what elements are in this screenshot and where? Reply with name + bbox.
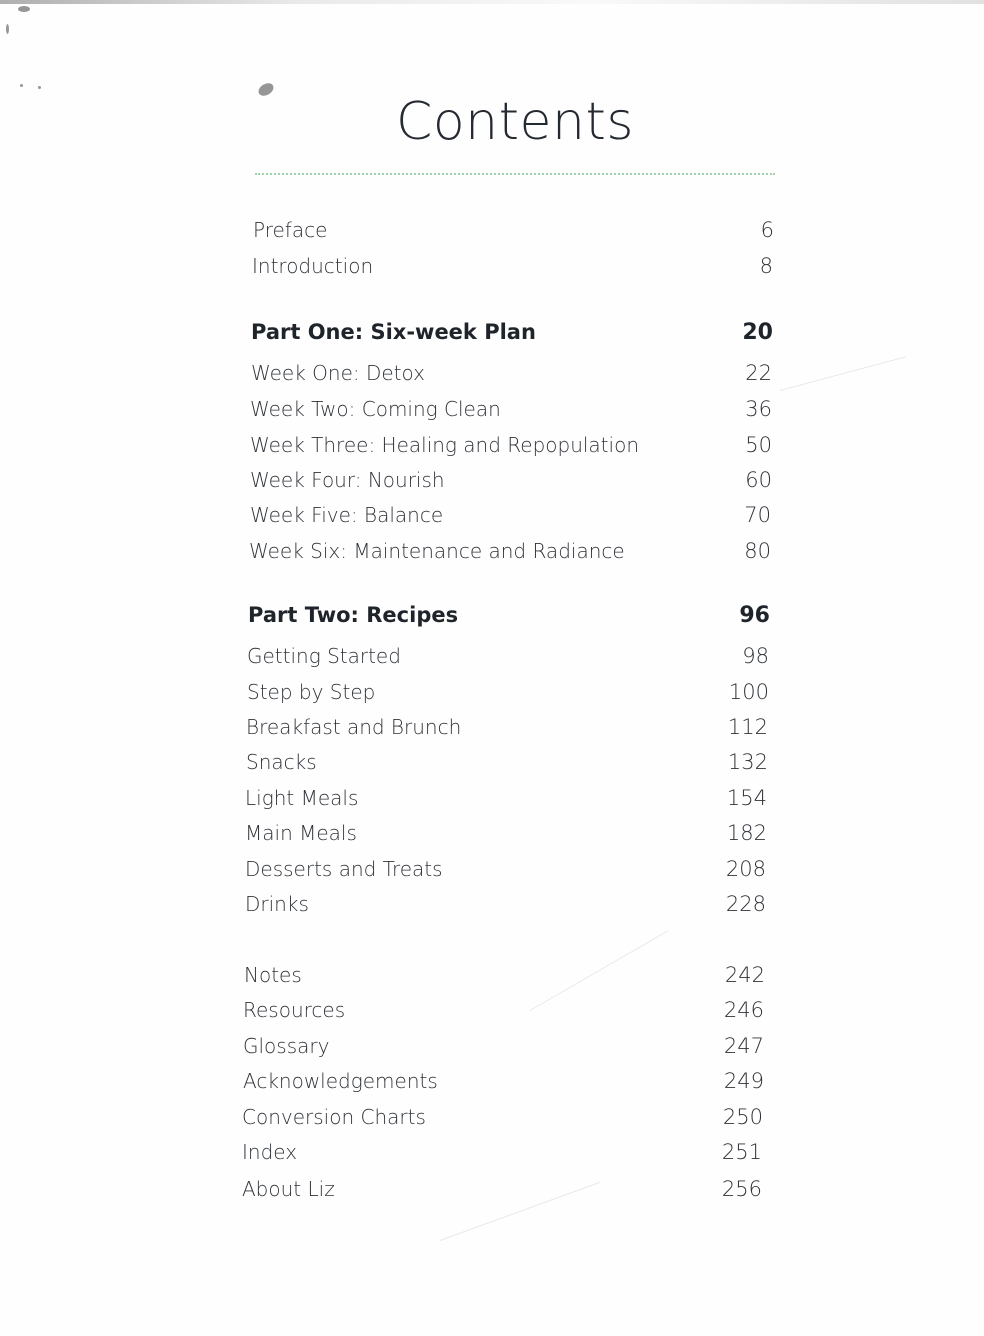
toc-entry-label: Week Two: Coming Clean: [250, 397, 501, 421]
toc-entry-introduction[interactable]: [252, 251, 773, 281]
toc-entry-page: 36: [745, 397, 772, 421]
toc-entry-label: Week Three: Healing and Repopulation: [250, 433, 639, 457]
toc-entry-conversion-charts[interactable]: [242, 1102, 763, 1132]
toc-entry-label: Drinks: [245, 892, 309, 916]
toc-entry-about-liz[interactable]: [242, 1174, 762, 1204]
part-one-page: 20: [742, 319, 773, 345]
toc-entry-drinks[interactable]: [245, 889, 766, 919]
toc-entry-page: 250: [722, 1105, 763, 1129]
part-two-page: 96: [739, 602, 770, 628]
toc-entry-label: Desserts and Treats: [245, 857, 443, 881]
toc-entry-label: About Liz: [242, 1177, 335, 1201]
toc-entry-page: 98: [742, 644, 769, 668]
toc-entry-label: Introduction: [252, 254, 374, 278]
toc-entry-light-meals[interactable]: [245, 783, 767, 813]
toc-entry-page: 60: [745, 468, 772, 492]
toc-entry-page: 242: [724, 963, 765, 987]
toc-entry-glossary[interactable]: [243, 1031, 764, 1061]
toc-entry-snacks[interactable]: [246, 747, 768, 777]
toc-entry-page: 154: [726, 786, 767, 810]
part-one-title: Part One: Six-week Plan: [251, 320, 536, 344]
toc-entry-label: Conversion Charts: [242, 1105, 426, 1129]
page-title: Contents: [396, 92, 634, 152]
toc-entry-breakfast[interactable]: [246, 712, 768, 742]
toc-entry-label: Preface: [253, 218, 328, 242]
toc-entry-label: Resources: [243, 998, 346, 1022]
toc-part-one-heading[interactable]: [251, 317, 773, 347]
toc-entry-week-four[interactable]: [250, 465, 772, 495]
toc-entry-label: Notes: [244, 963, 302, 987]
toc-entry-desserts[interactable]: [245, 854, 766, 884]
toc-entry-label: Step by Step: [247, 680, 376, 704]
toc-entry-notes[interactable]: [244, 960, 765, 990]
toc-entry-week-five[interactable]: [250, 500, 771, 530]
toc-entry-label: Glossary: [243, 1034, 330, 1058]
toc-entry-label: Week Four: Nourish: [250, 468, 445, 492]
toc-entry-week-three[interactable]: [250, 430, 772, 460]
toc-entry-label: Main Meals: [245, 821, 357, 845]
toc-entry-label: Breakfast and Brunch: [246, 715, 462, 739]
toc-entry-main-meals[interactable]: [245, 818, 767, 848]
toc-entry-label: Getting Started: [247, 644, 401, 668]
toc-entry-preface[interactable]: [253, 215, 774, 245]
toc-entry-label: Snacks: [246, 750, 317, 774]
toc-entry-label: Acknowledgements: [243, 1069, 438, 1093]
toc-entry-page: 70: [744, 503, 771, 527]
toc-part-two-heading[interactable]: [248, 600, 770, 630]
part-two-title: Part Two: Recipes: [248, 603, 459, 627]
toc-entry-label: Week Six: Maintenance and Radiance: [249, 539, 625, 563]
toc-entry-label: Light Meals: [245, 786, 359, 810]
toc-entry-getting-started[interactable]: [247, 641, 769, 671]
toc-entry-page: 80: [744, 539, 771, 563]
toc-entry-page: 251: [721, 1140, 762, 1164]
toc-entry-page: 8: [759, 254, 773, 278]
toc-entry-page: 112: [727, 715, 768, 739]
toc-entry-page: 182: [726, 821, 767, 845]
toc-entry-page: 256: [721, 1177, 762, 1201]
toc-entry-week-one[interactable]: [251, 358, 772, 388]
toc-entry-page: 6: [760, 218, 774, 242]
toc-entry-label: Index: [242, 1140, 298, 1164]
toc-entry-page: 246: [723, 998, 764, 1022]
toc-entry-page: 100: [728, 680, 769, 704]
toc-entry-label: Week One: Detox: [251, 361, 425, 385]
toc-entry-week-six[interactable]: [249, 536, 771, 566]
toc-entry-page: 247: [723, 1034, 764, 1058]
toc-entry-page: 208: [725, 857, 766, 881]
toc-entry-page: 228: [725, 892, 766, 916]
toc-entry-resources[interactable]: [243, 995, 764, 1025]
toc-entry-index[interactable]: [242, 1137, 762, 1167]
toc-entry-page: 50: [745, 433, 772, 457]
toc-entry-page: 22: [745, 361, 772, 385]
toc-entry-page: 132: [727, 750, 768, 774]
toc-entry-page: 249: [723, 1069, 764, 1093]
toc-entry-week-two[interactable]: [250, 394, 772, 424]
toc-entry-label: Week Five: Balance: [250, 503, 444, 527]
toc-entry-acknowledgements[interactable]: [243, 1066, 764, 1096]
toc-entry-step-by-step[interactable]: [247, 677, 769, 707]
